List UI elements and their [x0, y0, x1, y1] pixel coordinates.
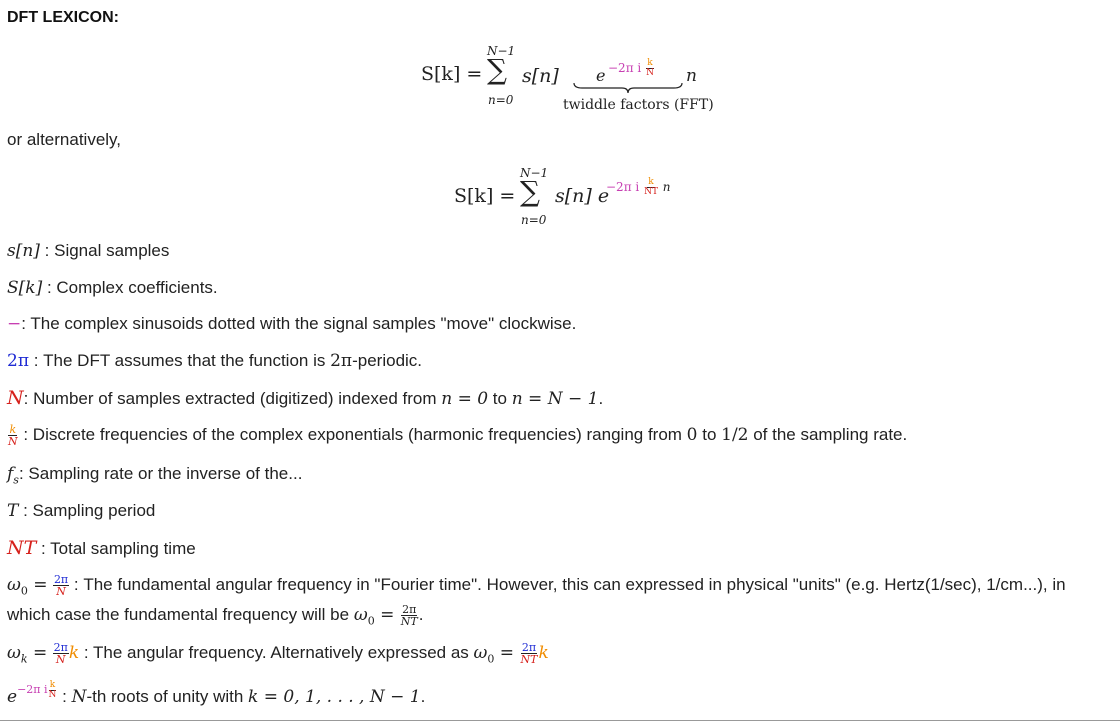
omega0b-frac-den: NT: [400, 615, 418, 629]
item-omega0: [7, 574, 1066, 602]
text-sk: : Complex coefficients.: [42, 278, 218, 297]
item-k-over-N: [7, 424, 907, 447]
symbol-sk: S[k]: [7, 278, 43, 298]
item-signal-samples: [7, 240, 169, 262]
math-n-zero: n = 0: [441, 389, 489, 409]
omega0c-k: k: [538, 643, 549, 663]
text-minus: : The complex sinusoids dotted with the signal samples "move" clockwise.: [21, 314, 577, 333]
symbol-omega0b: ω: [353, 605, 368, 625]
symbol-N: N: [7, 387, 24, 409]
text-NT: : Total sampling time: [36, 539, 196, 558]
eq2-frac-num: k: [648, 177, 654, 187]
omega-k-frac-num: 2π: [53, 641, 68, 655]
underbrace: [572, 82, 684, 94]
eq2-n: n: [662, 180, 671, 194]
text-roots: -th roots of unity with: [86, 687, 249, 706]
text-two-pi-end: -periodic.: [352, 351, 423, 370]
text-k-end: of the sampling rate.: [748, 425, 908, 444]
text-omega0-cont: which case the fundamental frequency will be: [7, 605, 354, 624]
root-exp: [17, 679, 57, 700]
eq1-sum-bottom: n=0: [488, 93, 514, 107]
math-k-range: k = 0, 1, . . . , N − 1: [248, 687, 421, 707]
eq1-frac: [645, 59, 655, 78]
omega0b-end: .: [418, 605, 424, 624]
text-two-pi-math: 2π: [330, 351, 353, 371]
item-NT: [7, 537, 196, 560]
eq1-e: e: [596, 66, 606, 85]
brace-label: twiddle factors (FFT): [563, 97, 714, 113]
eq2-sum-bottom: n=0: [521, 213, 547, 227]
omega0-frac-num: 2π: [53, 573, 69, 587]
item-omega-k: [7, 642, 549, 670]
text-two-pi: : The DFT assumes that the function is: [29, 351, 331, 370]
math-n-N-minus-1: n = N − 1: [511, 389, 599, 409]
text-omega-k: : The angular frequency. Alternatively expressed as: [79, 643, 474, 662]
omega-k-frac: [53, 642, 69, 665]
root-exp-text: −2π i: [17, 683, 48, 696]
item-two-pi: [7, 350, 422, 372]
eq1-sum-top: N−1: [487, 44, 516, 58]
omega0c-frac-num: 2π: [521, 641, 537, 655]
item-complex-coefficients: [7, 277, 218, 299]
k-over-N-den: N: [8, 435, 18, 449]
symbol-fs: f: [7, 464, 14, 484]
eq2-sum-sign: ∑: [520, 175, 540, 208]
omega-k-eq: =: [27, 643, 53, 663]
omega0b-frac-num: 2π: [402, 603, 417, 617]
eq2-body: s[n] e: [555, 185, 610, 207]
symbol-omega-k: ω: [7, 643, 21, 663]
eq1-frac-den: N: [646, 68, 654, 78]
eq1-sum-sign: ∑: [487, 53, 507, 86]
item-T: [7, 500, 155, 522]
eq2-exp-text: −2π i: [606, 180, 640, 194]
eq1-lhs: S[k] =: [421, 63, 483, 85]
omega0b-eq: =: [374, 605, 400, 625]
symbol-omega0-sub: 0: [20, 584, 28, 598]
item-minus: [7, 313, 576, 335]
roots-end: .: [420, 687, 426, 706]
item-omega0-cont: [7, 604, 423, 632]
symbol-two-pi: 2π: [7, 351, 29, 371]
omega0c-frac: [519, 642, 538, 665]
item-roots-of-unity: [7, 679, 426, 710]
eq2-exp: [606, 178, 671, 197]
omega-k-k: k: [68, 643, 80, 663]
omega0-frac: [53, 574, 69, 597]
eq1-exp-text: −2π i: [608, 61, 642, 75]
omega0c-eq: =: [494, 643, 520, 663]
k-over-N-num: k: [9, 423, 17, 437]
text-T: : Sampling period: [18, 501, 156, 520]
symbol-minus: −: [7, 314, 22, 334]
symbol-omega-k-sub: k: [20, 652, 28, 666]
root-frac-den: N: [48, 689, 57, 700]
alt-label: or alternatively,: [7, 130, 122, 149]
text-k-over-N: : Discrete frequencies of the complex exponentials (harmonic frequencies) ranging from: [18, 425, 687, 444]
math-half: 1/2: [721, 425, 749, 445]
root-frac: [48, 681, 58, 700]
omega0-frac-den: N: [56, 585, 66, 599]
symbol-omega0: ω: [7, 575, 21, 595]
omega0c-frac-den: NT: [520, 653, 538, 667]
symbol-omega0b-sub: 0: [367, 614, 375, 628]
symbol-T: T: [7, 501, 19, 521]
symbol-omega0c: ω: [473, 643, 488, 663]
symbol-NT: NT: [7, 537, 37, 559]
math-zero: 0: [686, 425, 698, 445]
root-N: N: [71, 687, 87, 707]
eq1-frac-num: k: [647, 58, 653, 68]
text-omega0: : The fundamental angular frequency in "Fourier time". However, this can expressed in physical "units" (e.g. Hertz(1/sec), 1/cm...), in: [69, 575, 1066, 594]
item-N: [7, 387, 603, 410]
omega0-eq: =: [27, 575, 53, 595]
item-fs: [7, 463, 302, 491]
eq2-frac-den: NT: [644, 187, 658, 197]
root-e: e: [7, 687, 18, 707]
text-N-end: .: [598, 389, 604, 408]
omega0b-frac: [400, 604, 419, 627]
bottom-divider: [0, 720, 1120, 721]
text-fs: : Sampling rate or the inverse of the...: [18, 464, 303, 483]
root-frac-num: k: [49, 679, 56, 690]
page-title: DFT LEXICON:: [7, 9, 119, 26]
root-sep: :: [57, 687, 72, 706]
text-N-to: to: [488, 389, 512, 408]
omega-k-frac-den: N: [55, 653, 66, 667]
eq1-s: s[n]: [522, 65, 559, 87]
eq1-exp: [608, 59, 655, 78]
eq2-lhs: S[k] =: [454, 185, 516, 207]
text-sn: : Signal samples: [39, 241, 170, 260]
symbol-sn: s[n]: [7, 241, 40, 261]
symbol-fs-sub: s: [13, 473, 19, 487]
eq2-sum-top: N−1: [520, 166, 549, 180]
eq2-frac: [643, 178, 659, 197]
symbol-k-over-N: [7, 424, 19, 447]
text-k-to: to: [697, 425, 722, 444]
text-N: : Number of samples extracted (digitized) indexed from: [23, 389, 442, 408]
symbol-omega0c-sub: 0: [487, 652, 495, 666]
eq1-n: n: [686, 66, 697, 86]
